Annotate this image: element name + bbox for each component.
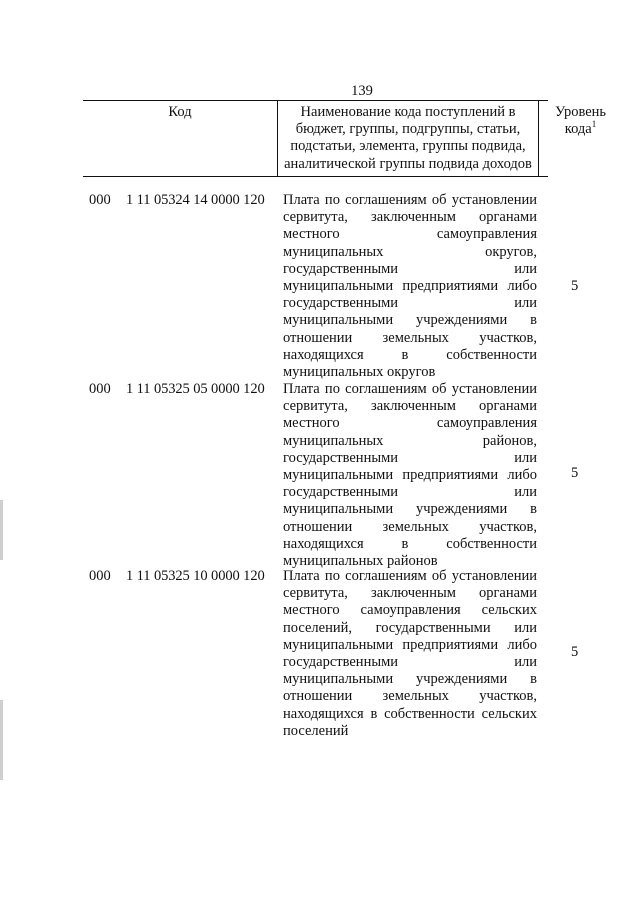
description-line: отношении земельных участков, xyxy=(283,518,537,535)
description-line: государственными или xyxy=(283,484,537,501)
description-line: муниципальными предприятиями либо xyxy=(283,277,537,294)
revenue-code: 1 11 05325 05 0000 120 xyxy=(126,381,265,397)
description-line: местного самоуправления xyxy=(283,226,537,243)
description-line: государственными или xyxy=(283,260,537,277)
header-level-line xyxy=(540,121,621,138)
admin-code: 000 xyxy=(89,568,111,584)
description-line: государственными или xyxy=(283,653,537,670)
column-divider xyxy=(538,101,539,176)
table-header xyxy=(83,100,607,177)
level-value: 5 xyxy=(571,644,579,660)
admin-code: 000 xyxy=(89,192,111,208)
revenue-description xyxy=(283,192,537,381)
description-line: Плата по соглашениям об установлении xyxy=(283,381,537,397)
header-code: Код xyxy=(168,104,192,120)
header-name xyxy=(279,104,537,173)
page-number: 139 xyxy=(351,83,373,99)
description-line: отношении земельных участков, xyxy=(283,688,537,705)
description-line: Плата по соглашениям об установлении xyxy=(283,192,537,208)
description-line: муниципальных округов xyxy=(283,363,436,380)
scan-edge-mark xyxy=(0,500,3,560)
description-line: муниципальными учреждениями в xyxy=(283,501,537,518)
header-name-line: аналитической группы подвида доходов xyxy=(284,155,532,172)
revenue-description xyxy=(283,381,537,570)
description-line: сервитута, заключенным органами xyxy=(283,585,537,602)
description-line: муниципальных районов, xyxy=(283,432,537,449)
footnote-marker: 1 xyxy=(591,119,597,130)
column-divider xyxy=(277,101,278,176)
header-name-line: Наименование кода поступлений в xyxy=(300,104,516,120)
description-line: муниципальными предприятиями либо xyxy=(283,636,537,653)
header-name-line: бюджет, группы, подгруппы, статьи, xyxy=(295,121,521,138)
header-name-line: подстатьи, элемента, группы подвида, xyxy=(290,138,526,155)
header-level-line: Уровень xyxy=(554,104,607,120)
revenue-description xyxy=(283,568,537,740)
description-line: муниципальных округов, xyxy=(283,243,537,260)
admin-code: 000 xyxy=(89,381,111,397)
description-line: находящихся в собственности xyxy=(283,346,537,363)
description-line: государственными или xyxy=(283,295,537,312)
description-line: муниципальных районов xyxy=(283,552,438,569)
description-line: местного самоуправления сельских xyxy=(283,602,537,619)
scan-edge-mark xyxy=(0,700,3,780)
description-line: сервитута, заключенным органами xyxy=(283,398,537,415)
description-line: поселений xyxy=(283,722,349,739)
description-line: сервитута, заключенным органами xyxy=(283,209,537,226)
description-line: находящихся в собственности сельских xyxy=(283,705,537,722)
revenue-code: 1 11 05325 10 0000 120 xyxy=(126,568,265,584)
description-line: государственными или xyxy=(283,449,537,466)
header-level-word: кода xyxy=(564,121,592,138)
level-value: 5 xyxy=(571,278,579,294)
description-line: поселений, государственными или xyxy=(283,619,537,636)
description-line: Плата по соглашениям об установлении xyxy=(283,568,537,584)
description-line: местного самоуправления xyxy=(283,415,537,432)
level-value: 5 xyxy=(571,465,579,481)
description-line: отношении земельных участков, xyxy=(283,329,537,346)
description-line: муниципальными учреждениями в xyxy=(283,671,537,688)
header-level xyxy=(540,104,621,138)
description-line: муниципальными предприятиями либо xyxy=(283,466,537,483)
revenue-code: 1 11 05324 14 0000 120 xyxy=(126,192,265,208)
description-line: муниципальными учреждениями в xyxy=(283,312,537,329)
description-line: находящихся в собственности xyxy=(283,535,537,552)
